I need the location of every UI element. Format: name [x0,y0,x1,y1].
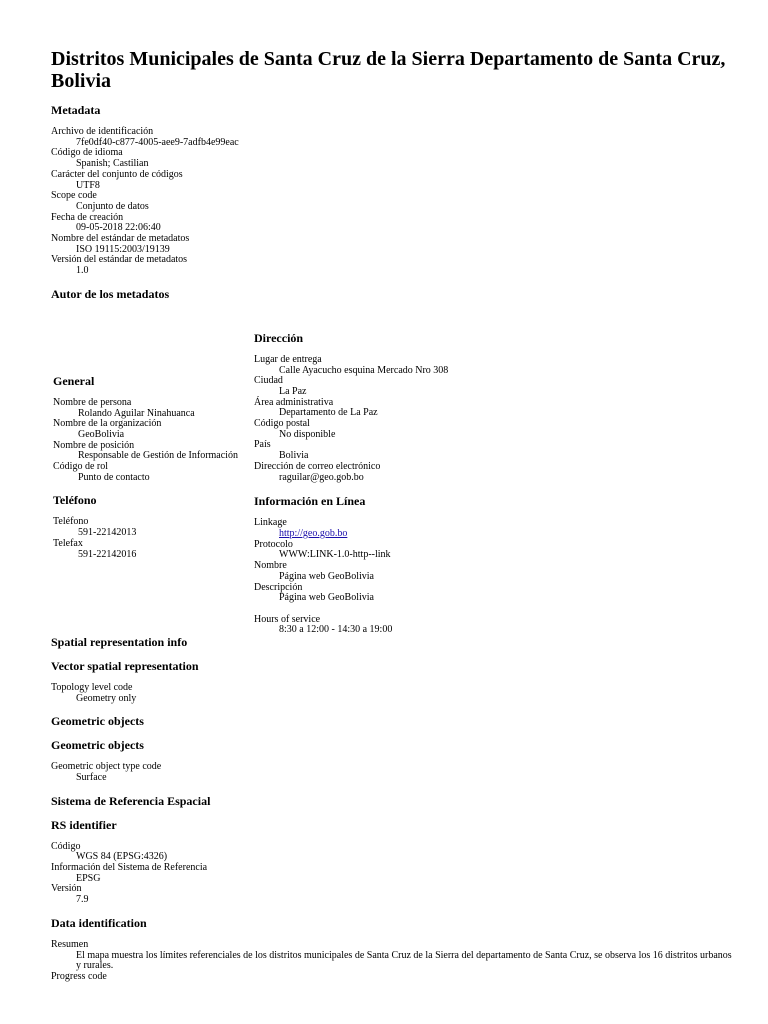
section-heading-reference: Sistema de Referencia Espacial [51,793,211,808]
field-value: UTF8 [76,179,100,191]
contact-right-column [254,331,674,636]
field-value: 7.9 [76,894,89,906]
section-heading-telefono: Teléfono [53,493,97,508]
field-value: Responsable de Gestión de Información [78,450,238,462]
linkage-label: Linkage [254,517,287,529]
field-label: Dirección de correo electrónico [254,460,381,472]
field-value: Geometry only [76,692,137,704]
field-label: Código [51,840,81,852]
section-heading-metadata: Metadata [51,103,101,117]
section-heading-rs-identifier: RS identifier [51,817,117,832]
field-value: Surface [76,771,107,783]
section-heading-direccion: Dirección [254,330,304,345]
hours-value: 8:30 a 12:00 - 14:30 a 19:00 [279,624,393,636]
field-value: 7fe0df40-c877-4005-aee9-7adfb4e99eac [76,136,239,148]
section-heading-vector: Vector spatial representation [51,658,199,673]
field-value: No disponible [279,428,336,440]
contact-block [51,311,731,635]
name-value: Página web GeoBolivia [279,570,374,582]
field-value: Conjunto de datos [76,200,149,212]
field-label: Fecha de creación [51,211,124,223]
field-label: Carácter del conjunto de códigos [51,168,183,180]
linkage-link[interactable]: http://geo.gob.bo [279,527,348,539]
field-value: La Paz [279,385,307,397]
field-label: Topology level code [51,681,133,693]
field-label: Archivo de identificación [51,126,154,137]
field-label: Nombre del estándar de metadatos [51,233,190,245]
summary-value: El mapa muestra los límites referenciales de los distritos municipales de Santa Cruz de la Sierra del departamento de Santa Cruz, se observa los 16 distritos urbanos y rurales. [76,949,732,972]
field-value: 591-22142013 [78,527,137,539]
summary-label: Resumen [51,938,89,950]
data-identification-fields [51,940,731,983]
vector-fields [51,683,731,704]
protocol-label: Protocolo [254,538,293,550]
field-value: WGS 84 (EPSG:4326) [76,851,168,863]
section-heading-spatial: Spatial representation info [51,634,188,649]
metadata-fields [51,127,731,277]
field-label: Nombre de posición [53,439,135,451]
field-label: Telefax [53,537,83,549]
field-value: EPSG [76,872,101,884]
geometric-fields [51,762,731,783]
field-label: Nombre de persona [53,396,132,408]
direccion-fields [254,355,674,483]
field-value: GeoBolivia [78,428,125,440]
section-heading-geometric-objects: Geometric objects [51,714,144,729]
name-label: Nombre [254,560,287,572]
field-value: 591-22142016 [78,548,137,560]
description-label: Descripción [254,581,303,593]
field-label: Información del Sistema de Referencia [51,862,208,874]
section-heading-geometric-objects-sub: Geometric objects [51,738,144,753]
field-label: Versión [51,883,82,895]
field-value: ISO 19115:2003/19139 [76,243,170,255]
field-label: Área administrativa [254,396,334,408]
field-label: Código de idioma [51,147,123,159]
field-value: raguilar@geo.gob.bo [279,471,364,483]
page-title: Distritos Municipales de Santa Cruz de la Sierra Departamento de Santa Cruz, Bolivia [51,48,726,92]
telefono-fields [53,517,253,560]
description-value: Página web GeoBolivia [279,592,374,604]
hours-label: Hours of service [254,613,321,625]
field-value: 09-05-2018 22:06:40 [76,222,161,234]
section-heading-general: General [53,373,95,388]
field-label: Versión del estándar de metadatos [51,254,188,266]
contact-left-column [53,374,253,560]
section-heading-online: Información en Línea [254,494,366,509]
field-label: Ciudad [254,375,283,387]
field-label: Scope code [51,190,97,202]
field-value: Spanish; Castilian [76,158,149,170]
field-value: Rolando Aguilar Ninahuanca [78,407,195,419]
metadata-document [51,48,731,983]
field-value: Departamento de La Paz [279,407,378,419]
field-label: Geometric object type code [51,761,162,773]
field-label: Lugar de entrega [254,353,322,365]
field-label: Teléfono [53,516,89,528]
field-label: Nombre de la organización [53,418,162,430]
section-heading-data-identification: Data identification [51,915,147,930]
field-value: 1.0 [76,265,89,277]
field-value: Punto de contacto [78,471,150,483]
field-value: Bolivia [279,450,309,462]
protocol-value: WWW:LINK-1.0-http--link [279,549,391,561]
field-label: Código postal [254,418,310,430]
section-heading-author: Autor de los metadatos [51,286,170,301]
field-label: Código de rol [53,461,108,473]
field-label: País [254,439,271,451]
reference-fields [51,842,731,906]
general-fields [53,398,253,484]
field-value: Calle Ayacucho esquina Mercado Nro 308 [279,364,449,376]
progress-code-label: Progress code [51,970,107,982]
online-fields [254,518,674,636]
